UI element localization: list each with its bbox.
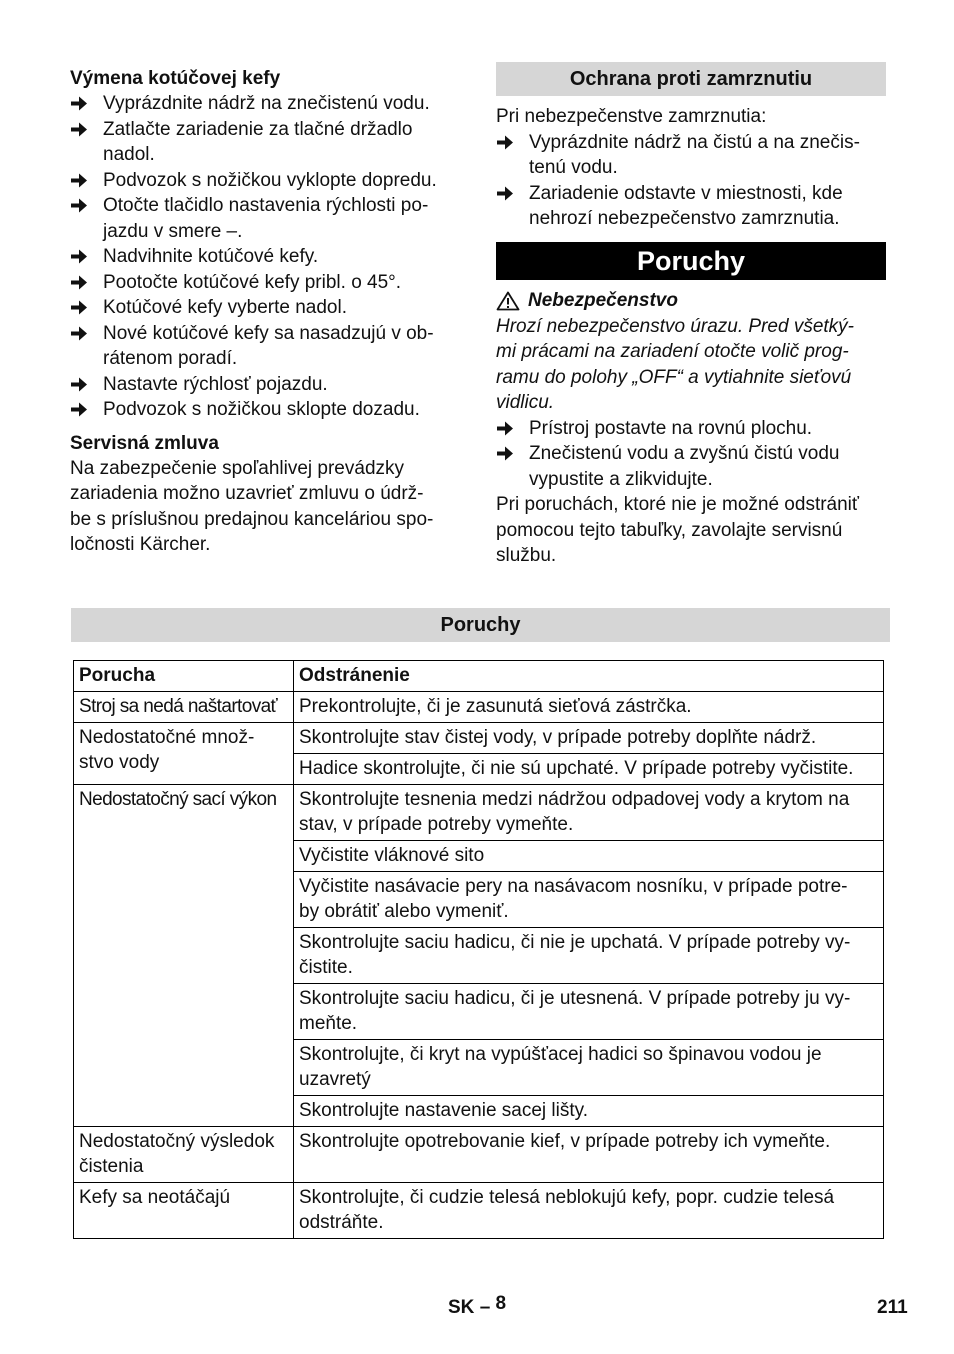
remedy-text: odstráňte. xyxy=(299,1212,384,1233)
list-item-text: Nastavte rýchlosť pojazdu. xyxy=(103,373,328,395)
remedy-cell xyxy=(294,754,884,785)
list-item-text: Zariadenie odstavte v miestnosti, kde xyxy=(529,182,843,204)
list-item-text: Podvozok s nožičkou vyklopte dopredu. xyxy=(103,169,437,191)
brush-replacement-steps xyxy=(70,91,462,423)
table-row xyxy=(74,785,884,841)
remedy-text: Prekontrolujte, či je zasunutá sieťová zástrčka. xyxy=(299,696,692,717)
danger-warning-text xyxy=(496,314,886,416)
list-item-text: Vyprázdnite nádrž na znečistenú vodu. xyxy=(103,93,430,114)
paragraph-line: službu. xyxy=(496,545,557,566)
service-contract-text xyxy=(70,456,462,558)
column-header-remedy: Odstránenie xyxy=(294,661,884,692)
danger-label: Nebezpečenstvo xyxy=(528,289,678,311)
remedy-cell xyxy=(294,1096,884,1127)
right-column xyxy=(496,62,886,569)
list-item xyxy=(70,270,462,296)
paragraph-line: Pri poruchách, ktoré nie je možné odstrániť xyxy=(496,494,860,515)
list-item-text: tenú vodu. xyxy=(529,157,618,178)
remedy-text: Skontrolujte saciu hadicu, či nie je upchatá. V prípade potreby vy- xyxy=(299,932,851,953)
page-number: 211 xyxy=(877,1297,908,1318)
footer-language-page xyxy=(448,1293,507,1319)
remedy-cell xyxy=(294,872,884,928)
table-row xyxy=(74,723,884,754)
fault-text: Nedostatočný sací výkon xyxy=(79,789,277,810)
paragraph-line: ramu do polohy „OFF“ a vytiahnite sieťovú xyxy=(496,366,852,388)
remedy-text: Skontrolujte stav čistej vody, v prípade potreby doplňte nádrž. xyxy=(299,727,817,748)
list-item xyxy=(496,130,886,181)
paragraph-line: ločnosti Kärcher. xyxy=(70,534,211,555)
arrow-right-icon xyxy=(70,321,88,352)
paragraph-line: Hrozí nebezpečenstvo úrazu. Pred všetký- xyxy=(496,315,855,337)
list-item xyxy=(496,181,886,232)
list-item-text: Otočte tlačidlo nastavenia rýchlosti po- xyxy=(103,195,429,216)
remedy-text: Hadice skontrolujte, či nie sú upchaté. V prípade potreby vyčistite. xyxy=(299,758,854,779)
remedy-cell xyxy=(294,723,884,754)
remedy-text: Skontrolujte saciu hadicu, či je utesnená. V prípade potreby ju vy- xyxy=(299,988,851,1009)
list-item-text: Znečistenú vodu a zvyšnú čistú vodu xyxy=(529,443,840,464)
fault-preparation-steps xyxy=(496,416,886,493)
arrow-right-icon xyxy=(496,130,514,161)
frost-steps xyxy=(496,130,886,232)
arrow-right-icon xyxy=(70,117,88,148)
list-item-text: Podvozok s nožičkou sklopte dozadu. xyxy=(103,399,420,420)
remedy-text: meňte. xyxy=(299,1013,358,1034)
list-item-text: rátenom poradí. xyxy=(103,348,238,369)
fault-cell xyxy=(74,1183,294,1239)
column-header-fault: Porucha xyxy=(74,661,294,692)
arrow-right-icon xyxy=(496,181,514,212)
remedy-text: Skontrolujte, či kryt na vypúšťacej hadici so špinavou vodou je xyxy=(299,1044,822,1065)
table-row xyxy=(74,1127,884,1183)
remedy-text: by obrátiť alebo vymeniť. xyxy=(299,901,509,922)
paragraph-line: pomocou tejto tabuľky, zavolajte servisnú xyxy=(496,519,843,541)
faults-main-heading: Poruchy xyxy=(496,242,886,280)
remedy-cell xyxy=(294,1127,884,1183)
remedy-text: uzavretý xyxy=(299,1069,371,1090)
list-item xyxy=(70,321,462,372)
frost-protection-heading: Ochrana proti zamrznutiu xyxy=(496,62,886,96)
remedy-cell xyxy=(294,1040,884,1096)
fault-text: Nedostatočný výsledok xyxy=(79,1131,275,1152)
list-item xyxy=(70,295,462,321)
list-item-text: Kotúčové kefy vyberte nadol. xyxy=(103,297,347,318)
list-item xyxy=(70,91,462,117)
list-item xyxy=(70,117,462,168)
table-header-row xyxy=(74,661,884,692)
fault-text: Kefy sa neotáčajú xyxy=(79,1187,231,1208)
remedy-cell xyxy=(294,984,884,1040)
footer-subpage: 8 xyxy=(495,1293,507,1314)
remedy-text: Skontrolujte tesnenia medzi nádržou odpadovej vody a krytom na xyxy=(299,789,850,810)
fault-text: čistenia xyxy=(79,1156,144,1177)
footer-language: SK xyxy=(448,1297,475,1318)
list-item xyxy=(70,372,462,398)
remedy-cell xyxy=(294,928,884,984)
paragraph-line: mi prácami na zariadení otočte volič prog- xyxy=(496,341,849,362)
remedy-cell xyxy=(294,692,884,723)
list-item xyxy=(70,397,462,423)
footer-dash: – xyxy=(479,1297,491,1318)
fault-text: stvo vody xyxy=(79,752,160,773)
remedy-text: Skontrolujte nastavenie sacej lišty. xyxy=(299,1100,589,1121)
section-heading-brush-replacement: Výmena kotúčovej kefy xyxy=(70,68,281,89)
service-call-text xyxy=(496,492,886,569)
list-item xyxy=(70,193,462,244)
list-item-text: Nové kotúčové kefy sa nasadzujú v ob- xyxy=(103,322,434,344)
danger-warning-title xyxy=(496,288,886,314)
list-item-text: Nadvihnite kotúčové kefy. xyxy=(103,246,319,267)
list-item-text: Vyprázdnite nádrž na čistú a na znečis- xyxy=(529,131,860,153)
list-item xyxy=(496,416,886,442)
list-item-text: Pootočte kotúčové kefy pribl. o 45°. xyxy=(103,271,402,293)
table-row xyxy=(74,1183,884,1239)
left-column xyxy=(70,62,462,558)
list-item xyxy=(496,441,886,492)
fault-cell xyxy=(74,1127,294,1183)
arrow-right-icon xyxy=(496,441,514,472)
fault-cell xyxy=(74,785,294,1127)
fault-cell xyxy=(74,692,294,723)
faults-table xyxy=(73,660,884,1239)
remedy-text: stav, v prípade potreby vymeňte. xyxy=(299,814,574,835)
fault-cell xyxy=(74,723,294,785)
fault-text: Nedostatočné množ- xyxy=(79,727,255,748)
remedy-text: Vyčistite nasávacie pery na nasávacom nosníku, v prípade potre- xyxy=(299,876,848,897)
list-item xyxy=(70,168,462,194)
table-row xyxy=(74,692,884,723)
list-item-text: nadol. xyxy=(103,144,155,165)
faults-table-heading: Poruchy xyxy=(71,608,890,642)
remedy-cell xyxy=(294,841,884,872)
list-item xyxy=(70,244,462,270)
faults-table-body xyxy=(74,692,884,1239)
paragraph-line: zariadenia možno uzavrieť zmluvu o údrž- xyxy=(70,483,424,504)
remedy-text: čistite. xyxy=(299,957,353,978)
list-item-text: nehrozí nebezpečenstvo zamrznutia. xyxy=(529,208,840,229)
arrow-right-icon xyxy=(70,193,88,224)
frost-intro: Pri nebezpečenstve zamrznutia: xyxy=(496,106,767,127)
paragraph-line: Na zabezpečenie spoľahlivej prevádzky xyxy=(70,457,405,479)
remedy-text: Skontrolujte opotrebovanie kief, v prípade potreby ich vymeňte. xyxy=(299,1131,831,1152)
list-item-text: jazdu v smere –. xyxy=(103,220,243,242)
fault-text: Stroj sa nedá naštartovať xyxy=(79,696,278,717)
section-heading-service-contract: Servisná zmluva xyxy=(70,432,219,454)
remedy-cell xyxy=(294,1183,884,1239)
list-item-text: Zatlačte zariadenie za tlačné držadlo xyxy=(103,118,413,140)
remedy-text: Skontrolujte, či cudzie telesá neblokujú kefy, popr. cudzie telesá xyxy=(299,1187,835,1208)
remedy-text: Vyčistite vláknové sito xyxy=(299,845,485,866)
paragraph-line: vidlicu. xyxy=(496,392,555,413)
arrow-right-icon xyxy=(70,397,88,428)
list-item-text: vypustite a zlikvidujte. xyxy=(529,468,713,490)
remedy-text xyxy=(299,1154,878,1179)
warning-triangle-icon xyxy=(496,291,520,311)
list-item-text: Prístroj postavte na rovnú plochu. xyxy=(529,417,813,439)
remedy-cell xyxy=(294,785,884,841)
paragraph-line: be s príslušnou predajnou kanceláriou spo- xyxy=(70,508,434,530)
